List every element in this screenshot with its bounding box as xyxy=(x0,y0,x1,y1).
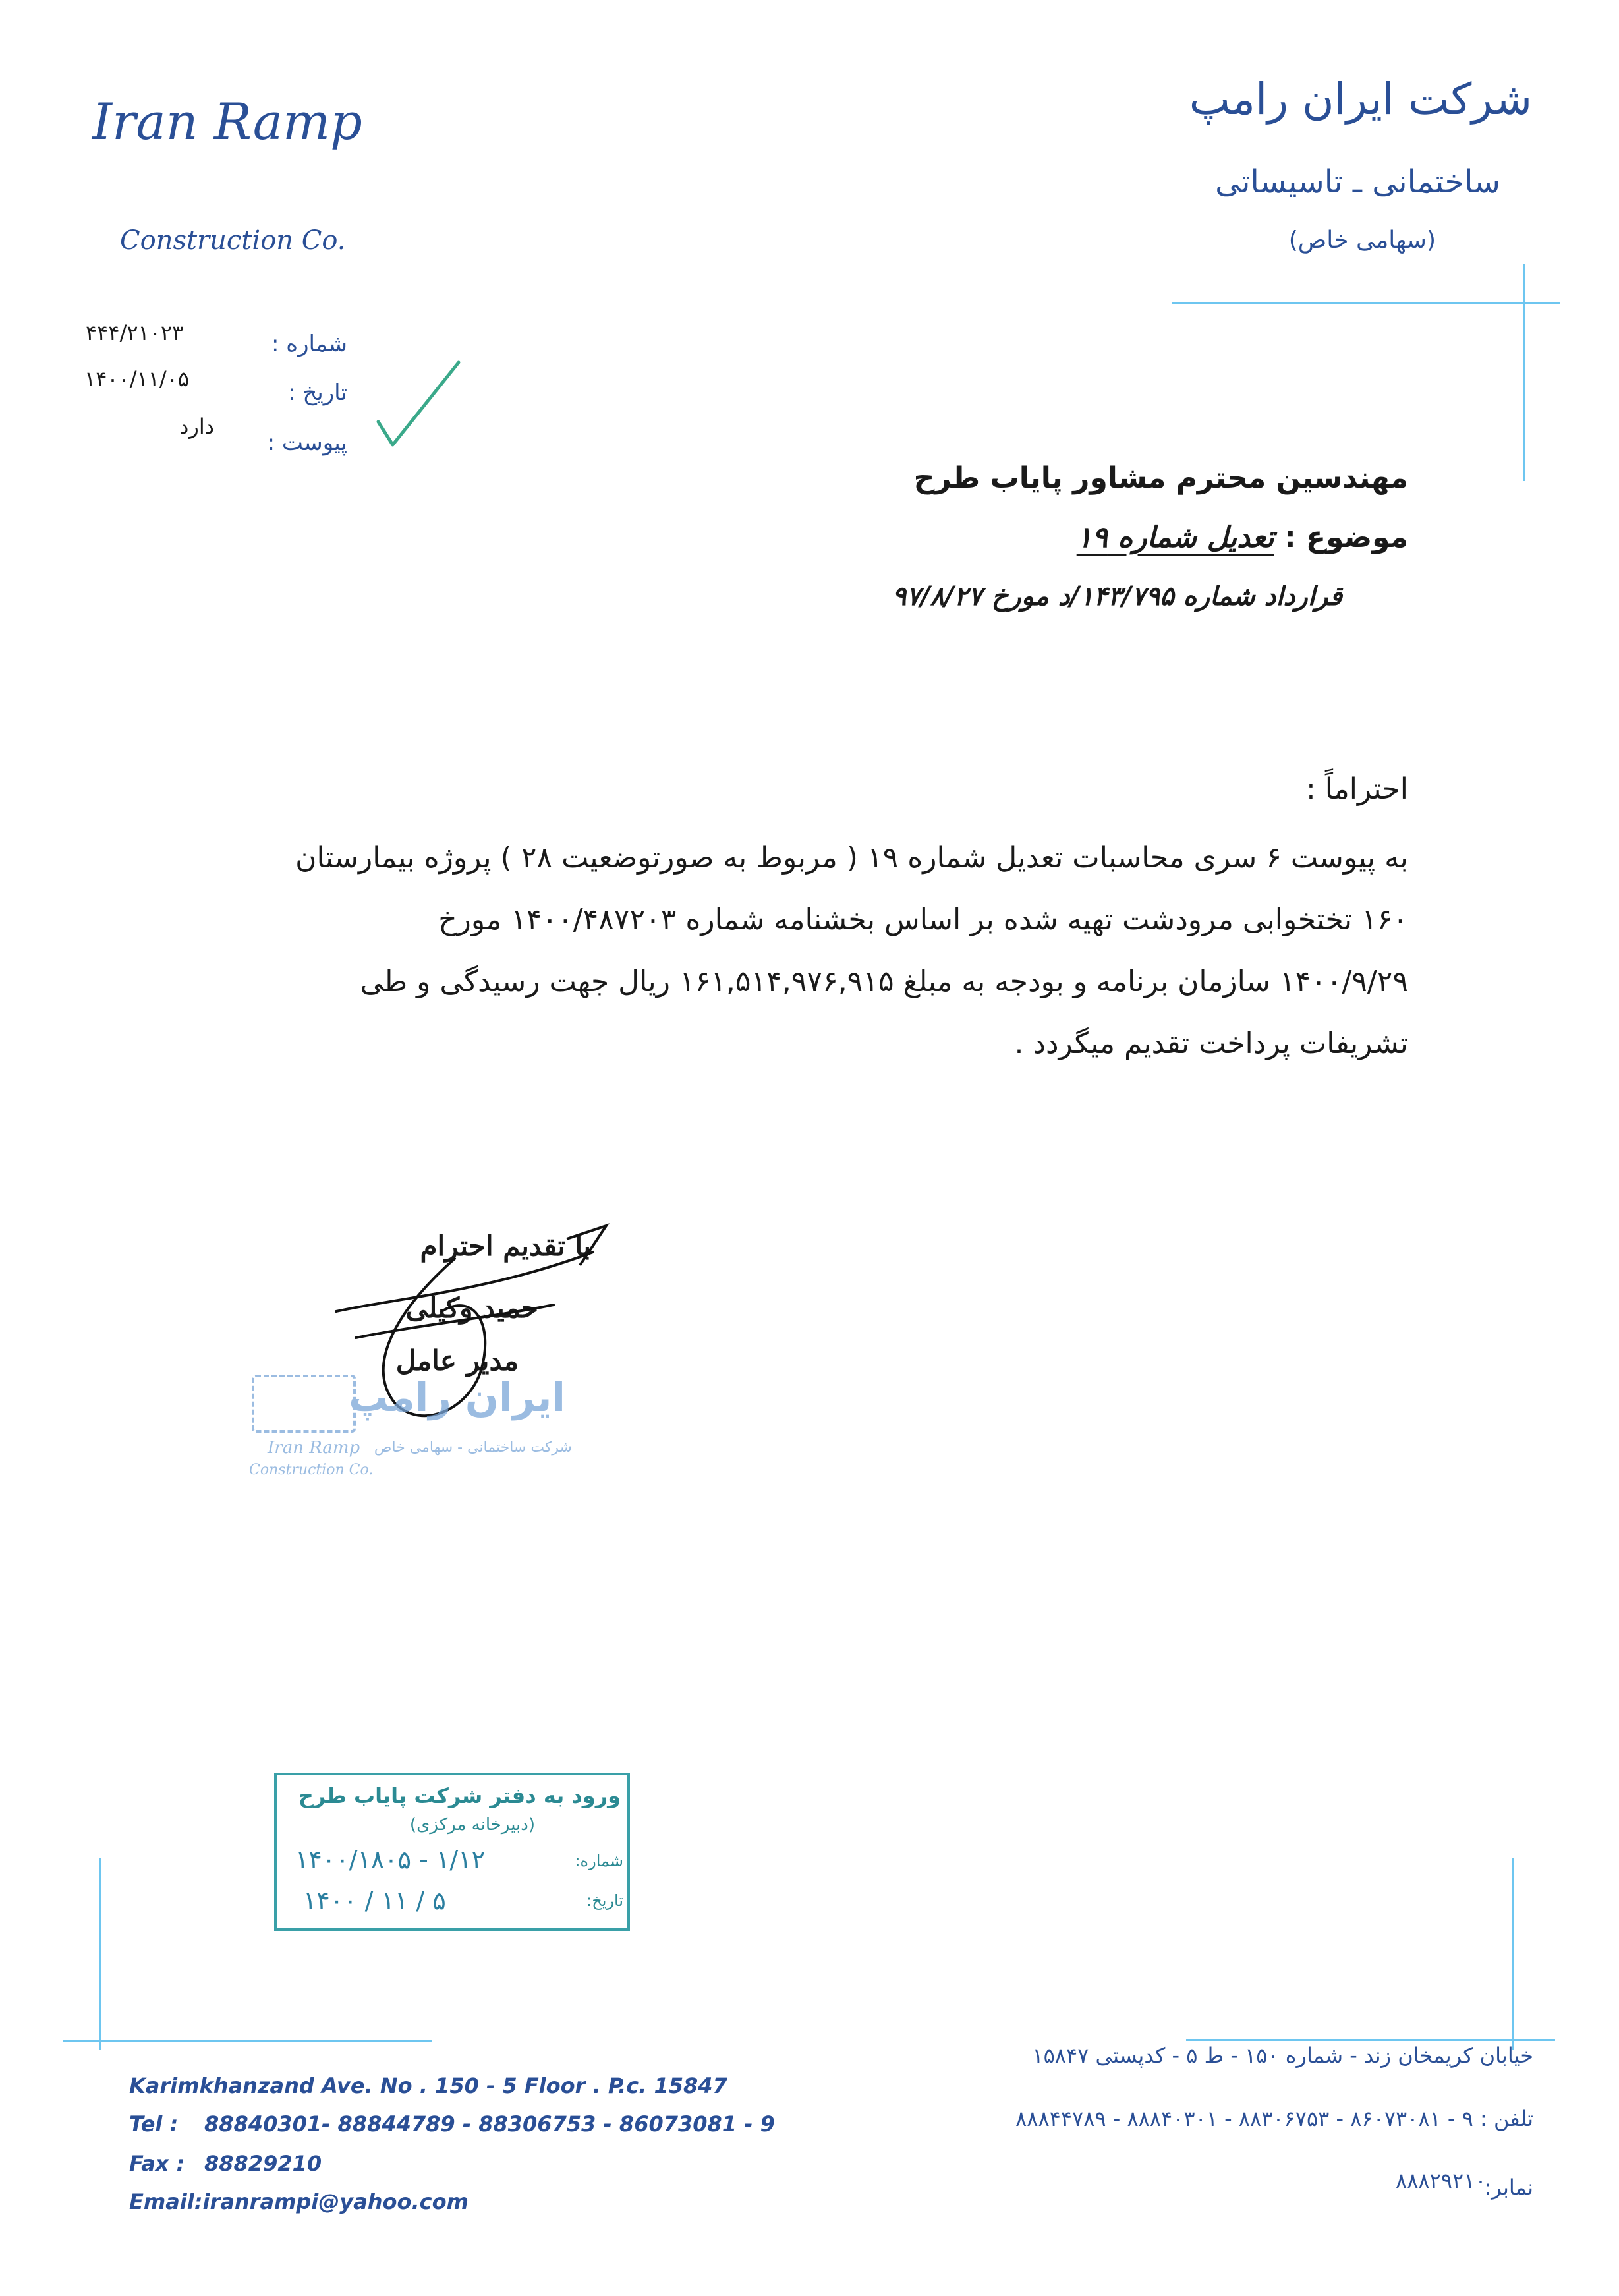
company-name-en: Iran Ramp xyxy=(92,92,362,151)
entry-stamp-date-label: تاریخ: xyxy=(586,1891,623,1910)
signer-name: حمید وکیلی xyxy=(405,1292,538,1324)
footer-fax-label: Fax : xyxy=(129,2151,185,2176)
company-stamp xyxy=(249,1371,592,1489)
stamp-logo-icon xyxy=(252,1375,356,1433)
recipient: مهندسین محترم مشاور پایاب طرح xyxy=(913,461,1408,495)
footer-rule xyxy=(63,2040,432,2042)
footer-tel-label: Tel : xyxy=(129,2111,179,2137)
body-line: ۱۶۰ تختخوابی مرودشت تهیه شده بر اساس بخشنامه شماره ۱۴۰۰/۴۸۷۲۰۳ مورخ xyxy=(438,903,1408,936)
signer-title: مدیر عامل xyxy=(395,1344,519,1377)
footer-address-fa: خیابان کریمخان زند - شماره ۱۵۰ - ط ۵ - کدپستی ۱۵۸۴۷ xyxy=(1032,2043,1533,2068)
footer-rule xyxy=(1186,2039,1555,2041)
stamp-name-fa: ایران رامپ xyxy=(349,1375,565,1421)
company-subtitle-fa: ساختمانی ـ تاسیساتی xyxy=(1215,163,1500,200)
subject-value: تعدیل شماره ۱۹ xyxy=(1076,521,1274,554)
footer-address-en: Karimkhanzand Ave. No . 150 - 5 Floor . P.c. 15847 xyxy=(129,2073,727,2098)
date-label: تاریخ : xyxy=(288,380,347,406)
footer-email: Email:iranrampi@yahoo.com xyxy=(129,2189,469,2214)
stamp-name-en: Iran Ramp xyxy=(268,1438,360,1458)
footer-vertical-rule xyxy=(99,1858,101,2050)
closing-text: با تقدیم احترام xyxy=(420,1230,591,1262)
company-name-fa: شرکت ایران رامپ xyxy=(1189,74,1532,125)
entry-stamp-subtitle: (دبیرخانه مرکزی) xyxy=(409,1815,535,1835)
entry-stamp-number-label: شماره: xyxy=(575,1852,623,1870)
entry-stamp-title: ورود به دفتر شرکت پایاب طرح xyxy=(298,1783,621,1808)
footer-tel-fa-label: تلفن : xyxy=(1480,2106,1533,2131)
subject-line xyxy=(1077,521,1408,554)
stamp-sub-fa: شرکت ساختمانی - سهامی خاص xyxy=(374,1439,572,1456)
attachment-value: دارد xyxy=(179,414,214,439)
footer-fax-fa-value: ۸۸۸۲۹۲۱۰ xyxy=(1396,2168,1487,2193)
subject-label: موضوع : xyxy=(1284,521,1408,554)
footer-fax-value: 88829210 xyxy=(204,2151,322,2176)
entry-stamp xyxy=(274,1773,630,1931)
entry-stamp-date-value: ۱۴۰۰ / ۱۱ / ۵ xyxy=(303,1886,446,1915)
body-line: تشریفات پرداخت تقدیم میگردد . xyxy=(1014,1027,1408,1060)
checkmark-icon xyxy=(373,356,465,455)
entry-stamp-number-value: ۱۴۰۰/۱۸۰۵ - ۱/۱۲ xyxy=(295,1845,485,1874)
body-line: ۱۴۰۰/۹/۲۹ سازمان برنامه و بودجه به مبلغ ۱۶۱,۵۱۴,۹۷۶,۹۱۵ ریال جهت رسیدگی و طی xyxy=(360,965,1408,998)
attachment-label: پیوست : xyxy=(267,430,347,456)
footer-fax-fa-label: نمابر: xyxy=(1484,2175,1533,2200)
company-type-fa: (سهامی خاص) xyxy=(1288,227,1436,254)
company-subtitle-en: Construction Co. xyxy=(120,225,346,256)
footer-tel-fa-value: ۹ - ۸۶۰۷۳۰۸۱ - ۸۸۳۰۶۷۵۳ - ۸۸۸۴۰۳۰۱ - ۸۸۸۴۴۷۸۹ xyxy=(1015,2106,1473,2131)
greeting: احتراماً : xyxy=(1306,772,1408,806)
stamp-sub-en: Construction Co. xyxy=(249,1462,374,1478)
header-vertical-rule xyxy=(1523,264,1525,481)
contract-reference: قرارداد شماره ۱۴۳/۷۹۵/د مورخ ۹۷/۸/۲۷ xyxy=(892,581,1342,612)
date-value: ۱۴۰۰/۱۱/۰۵ xyxy=(84,366,190,391)
footer-tel-fa xyxy=(1015,2106,1533,2131)
body-line: به پیوست ۶ سری محاسبات تعدیل شماره ۱۹ ( مربوط به صورتوضعیت ۲۸ ) پروژه بیمارستان xyxy=(295,841,1408,875)
number-value: ۴۴۴/۲۱۰۲۳ xyxy=(86,320,184,345)
footer-vertical-rule xyxy=(1512,1858,1514,2050)
header-rule xyxy=(1172,302,1560,304)
footer-tel-value: 88840301- 88844789 - 88306753 - 86073081 - 9 xyxy=(204,2111,775,2137)
number-label: شماره : xyxy=(271,331,347,357)
